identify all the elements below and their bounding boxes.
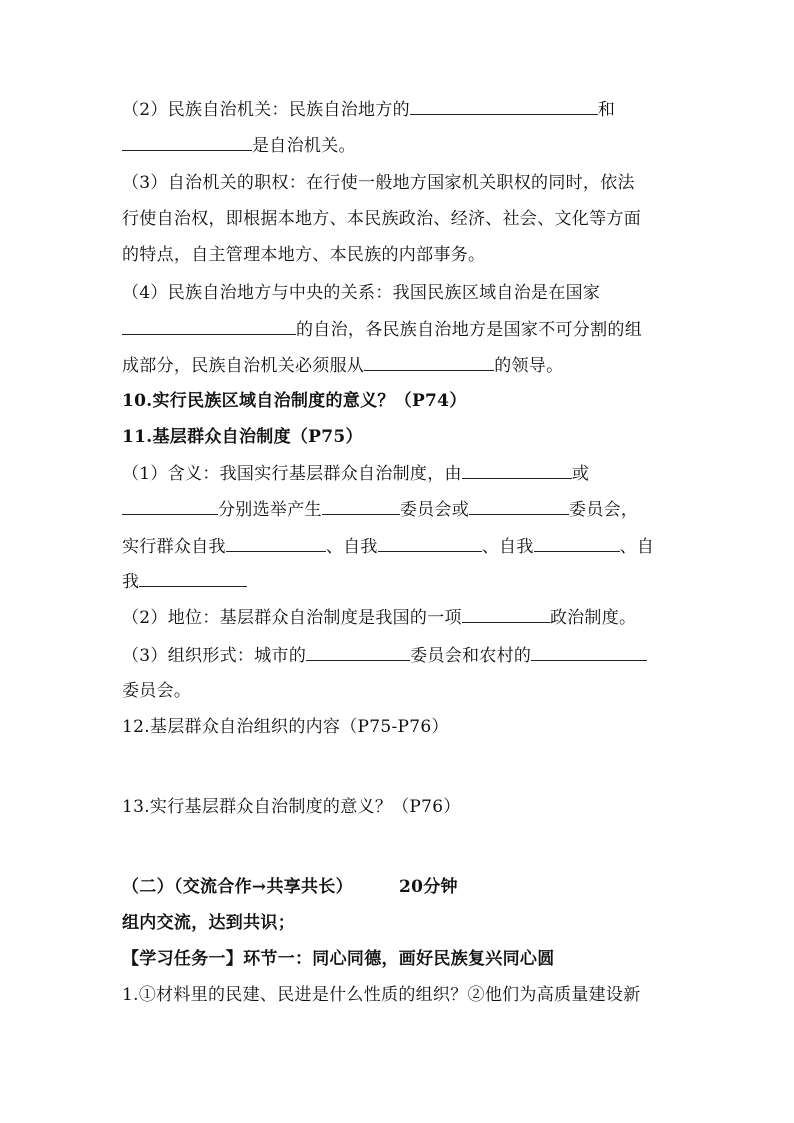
text-line	[122, 498, 638, 521]
text-segment: 我	[122, 572, 140, 592]
section-heading	[122, 876, 458, 898]
fill-blank[interactable]	[322, 498, 400, 515]
fill-blank[interactable]	[139, 570, 247, 587]
fill-blank[interactable]	[364, 354, 494, 371]
text-line: （4）民族自治地方与中央的关系：我国民族区域自治是在国家	[122, 283, 601, 303]
text-segment: 的自治，各民族自治地方是国家不可分割的组	[296, 320, 642, 340]
fill-blank[interactable]	[122, 134, 252, 151]
section-heading: 组内交流，达到共识；	[122, 913, 295, 933]
fill-blank[interactable]	[122, 318, 296, 335]
text-segment: 分别选举产生	[218, 500, 322, 520]
text-segment: 和	[597, 100, 616, 120]
fill-blank[interactable]	[469, 498, 569, 515]
text-line	[122, 570, 247, 593]
fill-blank[interactable]	[462, 606, 550, 623]
question-line: 1.①材料里的民建、民进是什么性质的组织？②他们为高质量建设新	[122, 985, 641, 1005]
text-line	[122, 535, 654, 558]
fill-blank[interactable]	[378, 535, 482, 552]
text-segment: 成部分，民族自治机关必须服从	[122, 356, 365, 376]
text-segment: （1）含义：我国实行基层群众自治制度，由	[122, 464, 462, 484]
text-segment: （3）组织形式：城市的	[122, 646, 307, 666]
text-segment: 委员会或	[399, 500, 470, 520]
text-line	[122, 134, 356, 157]
text-line	[122, 644, 647, 667]
fill-blank[interactable]	[410, 98, 598, 115]
text-segment: 委员会和农村的	[410, 646, 532, 666]
fill-blank[interactable]	[122, 498, 218, 515]
text-line	[122, 318, 642, 341]
text-segment: 委员会，	[569, 500, 639, 520]
text-line	[122, 606, 636, 629]
text-segment: 政治制度。	[549, 608, 637, 628]
text-segment: 或	[571, 464, 590, 484]
text-line: 行使自治权，即根据本地方、本民族政治、经济、社会、文化等方面	[122, 209, 641, 229]
text-segment: （2）民族自治机关：民族自治地方的	[122, 100, 410, 120]
text-line	[122, 98, 615, 121]
section-heading: 11.基层群众自治制度（P75）	[122, 427, 363, 447]
fill-blank[interactable]	[531, 644, 647, 661]
text-line: 13.实行基层群众自治制度的意义？（P76）	[122, 797, 461, 817]
text-segment: 、自我	[481, 537, 534, 557]
task-heading: 【学习任务一】环节一：同心同德，画好民族复兴同心圆	[122, 949, 555, 969]
text-line	[122, 354, 563, 377]
text-segment: 、自我	[325, 537, 378, 557]
text-line: （3）自治机关的职权：在行使一般地方国家机关职权的同时，依法	[122, 173, 635, 193]
fill-blank[interactable]	[226, 535, 326, 552]
text-segment: 20分钟	[398, 877, 458, 897]
text-line	[122, 462, 589, 485]
text-segment: 、自	[619, 537, 655, 557]
text-line: 委员会。	[122, 681, 192, 701]
text-segment: 是自治机关。	[252, 136, 356, 156]
section-heading: 10.实行民族区域自治制度的意义？（P74）	[122, 391, 467, 411]
text-segment: （二）（交流合作→共享共长）	[122, 877, 353, 897]
text-segment: 实行群众自我	[122, 537, 226, 557]
fill-blank[interactable]	[534, 535, 620, 552]
text-segment: 的领导。	[494, 356, 564, 376]
fill-blank[interactable]	[306, 644, 410, 661]
fill-blank[interactable]	[462, 462, 572, 479]
text-segment: （2）地位：基层群众自治制度是我国的一项	[122, 608, 462, 628]
text-line: 的特点，自主管理本地方、本民族的内部事务。	[122, 245, 486, 265]
text-line: 12.基层群众自治组织的内容（P75-P76）	[122, 717, 449, 737]
